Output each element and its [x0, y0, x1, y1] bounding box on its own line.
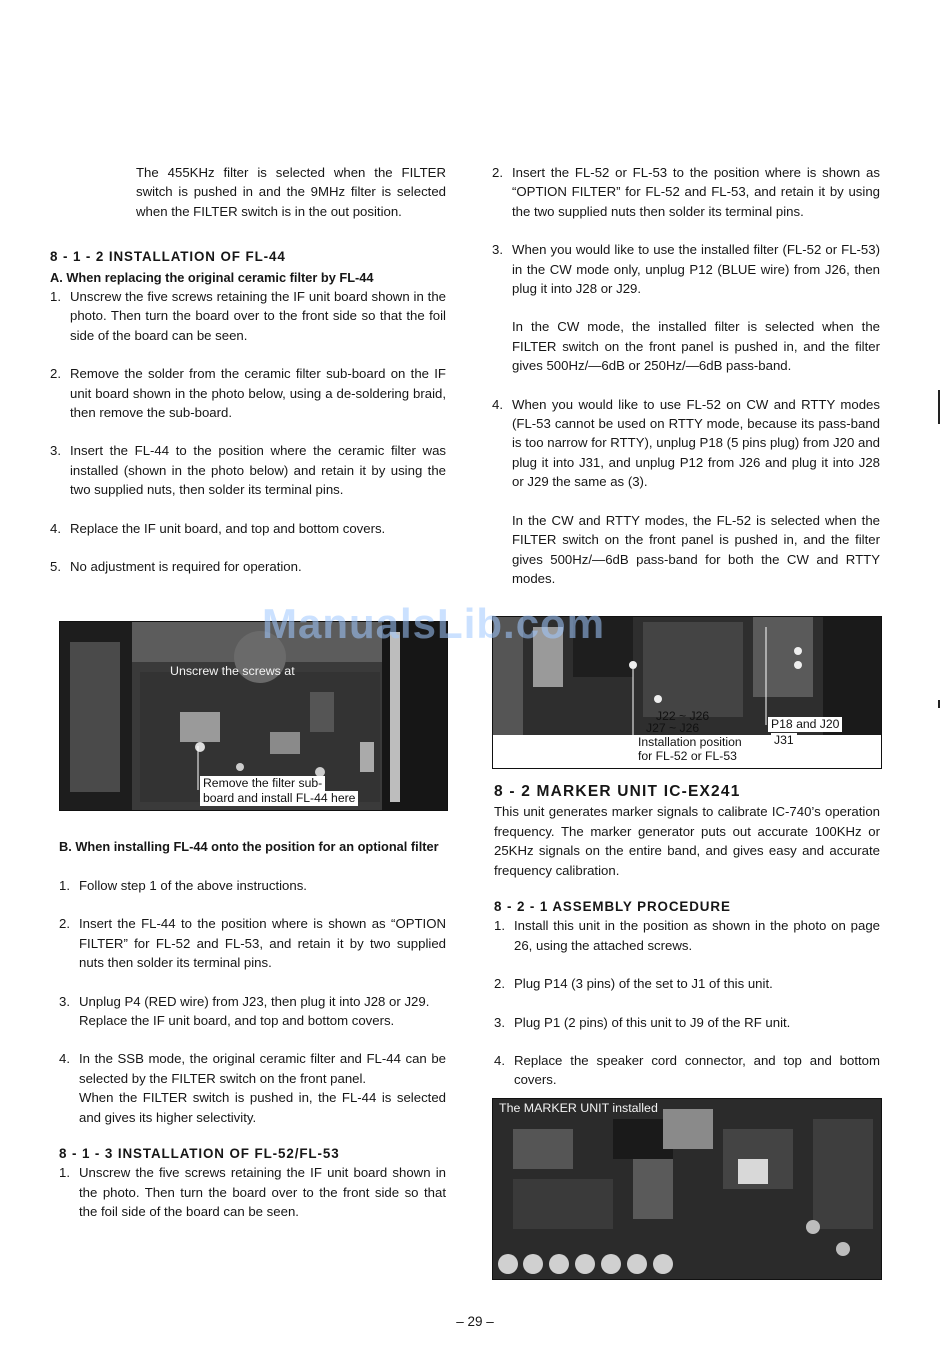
- sub-heading-a: A. When replacing the original ceramic filter by FL-44: [50, 269, 374, 285]
- step-a3: 3. Insert the FL-44 to the position where the ceramic filter was installed (shown in the photo below) and retain it by using the two supplied nuts, then solder its terminal pins.: [50, 443, 446, 498]
- step-a4: 4. Replace the IF unit board, and top and bottom covers.: [50, 520, 386, 536]
- marker-unit-photo-art: [493, 1099, 881, 1279]
- left-column: [50, 163, 446, 577]
- section-8-2-heading: 8 - 2 MARKER UNIT IC-EX241: [494, 783, 741, 800]
- photo2-caption-p18: P18 and J20: [768, 717, 842, 732]
- section-8-2-1-heading: 8 - 2 - 1 ASSEMBLY PROCEDURE: [494, 899, 731, 915]
- photo1-caption-screws: Unscrew the screws at: [170, 664, 295, 678]
- photo2-caption-j22: J22 ~ J26: [656, 709, 710, 723]
- scan-edge-mark-lower: [938, 700, 940, 708]
- section-8-1-3-heading: 8 - 1 - 3 INSTALLATION OF FL-52/FL-53: [59, 1146, 340, 1162]
- section-8-1-2-heading: 8 - 1 - 2 INSTALLATION OF FL-44: [50, 249, 286, 265]
- photo3-caption: The MARKER UNIT installed: [499, 1101, 658, 1115]
- photo2-caption-j31: J31: [771, 733, 797, 748]
- page-number: – 29 –: [456, 1314, 494, 1329]
- photo1-caption-install: board and install FL-44 here: [200, 791, 358, 806]
- step-r3: 3. When you would like to use the installed filter (FL-52 or FL-53) in the CW mode only, unplug P12 (BLUE wire) from J26, then plug it into J28 or J29. In the CW mode, the installed filter is selected when the FILTER switch on the front panel is pushed in, and the filter gives 500Hz/—6dB or 250Hz/—6dB pass-band.: [492, 242, 880, 374]
- step-b1: 1. Follow step 1 of the above instructions.: [59, 878, 307, 893]
- step-821-3: 3. Plug P1 (2 pins) of this unit to J9 of the RF unit.: [494, 1014, 791, 1030]
- sub-heading-b: B. When installing FL-44 onto the position for an optional filter: [59, 839, 439, 854]
- step-821-2: 2. Plug P14 (3 pins) of the set to J1 of this unit.: [494, 976, 773, 992]
- step-b4: 4. In the SSB mode, the original ceramic filter and FL-44 can be selected by the FILTER switch on the front panel. When the FILTER switch is pushed in, the FL-44 is selected and gives its higher selectivity.: [59, 1051, 446, 1125]
- step-b2: 2. Insert the FL-44 to the position where is shown as “OPTION FILTER” for FL-52 and FL-53, and retain it by two supplied nuts then solder its terminal pins.: [59, 916, 446, 971]
- manualslib-watermark: ManualsLib.com: [262, 600, 606, 647]
- photo2-caption-installation: Installation position: [635, 735, 745, 750]
- left-column-lower: [59, 837, 446, 1222]
- step-813-1: 1. Unscrew the five screws retaining the IF unit board shown in the photo. Then turn the board over to the front side so that the foil side of the board can be seen.: [59, 1165, 446, 1220]
- if-unit-photo: [59, 621, 448, 811]
- right-column-lower: [494, 782, 880, 1090]
- step-r2: 2. Insert the FL-52 or FL-53 to the position where is shown as “OPTION FILTER” for FL-52 and FL-53, and retain it by using the two supplied nuts then solder its terminal pins.: [492, 165, 880, 219]
- step-r4: 4. When you would like to use FL-52 on CW and RTTY modes (FL-53 cannot be used on RTTY mode, because its pass-band is too narrow for RTTY), unplug P18 (5 pins plug) from J20 and plug it into J31, and unplug P12 from J26 and plug it into J28 or J29 the same as (3). In the CW and RTTY modes, the FL-52 is selected when the FILTER switch on the front panel is pushed in, and the filter gives 500Hz/—6dB pass-band for both the CW and RTTY modes.: [492, 396, 880, 586]
- photo2-caption-j27: J27 ~ J26: [646, 721, 700, 735]
- marker-unit-photo: [492, 1098, 882, 1280]
- section-8-2-body: This unit generates marker signals to calibrate IC-740’s operation frequency. The marker generator puts out accurate 100KHz or 25KHz signals on the entire band, and gives easy and accurate frequency calibration.: [494, 804, 880, 878]
- step-a2: 2. Remove the solder from the ceramic filter sub-board on the IF unit board shown in the photo below, using a de-soldering braid, then remove the sub-board.: [50, 366, 446, 421]
- right-column: [492, 163, 880, 588]
- photo2-caption-for-fl52: for FL-52 or FL-53: [635, 749, 740, 764]
- step-821-4: 4. Replace the speaker cord connector, and top and bottom covers.: [494, 1053, 880, 1088]
- step-a5: 5. No adjustment is required for operation.: [50, 559, 302, 575]
- step-a1: 1. Unscrew the five screws retaining the IF unit board shown in the photo. Then turn the board over to the front side so that the foil side of the board can be seen.: [50, 289, 446, 343]
- step-821-1: 1. Install this unit in the position as shown in the photo on page 26, using the attached screws.: [494, 918, 880, 953]
- intro-paragraph: The 455KHz filter is selected when the FILTER switch is pushed in and the 9MHz filter is selected when the FILTER switch is in the out position.: [136, 165, 446, 219]
- photo1-caption-remove: Remove the filter sub-: [200, 776, 325, 791]
- scan-edge-mark: [938, 390, 940, 424]
- step-b3: 3. Unplug P4 (RED wire) from J23, then plug it into J28 or J29. Replace the IF unit board, and top and bottom covers.: [59, 993, 430, 1029]
